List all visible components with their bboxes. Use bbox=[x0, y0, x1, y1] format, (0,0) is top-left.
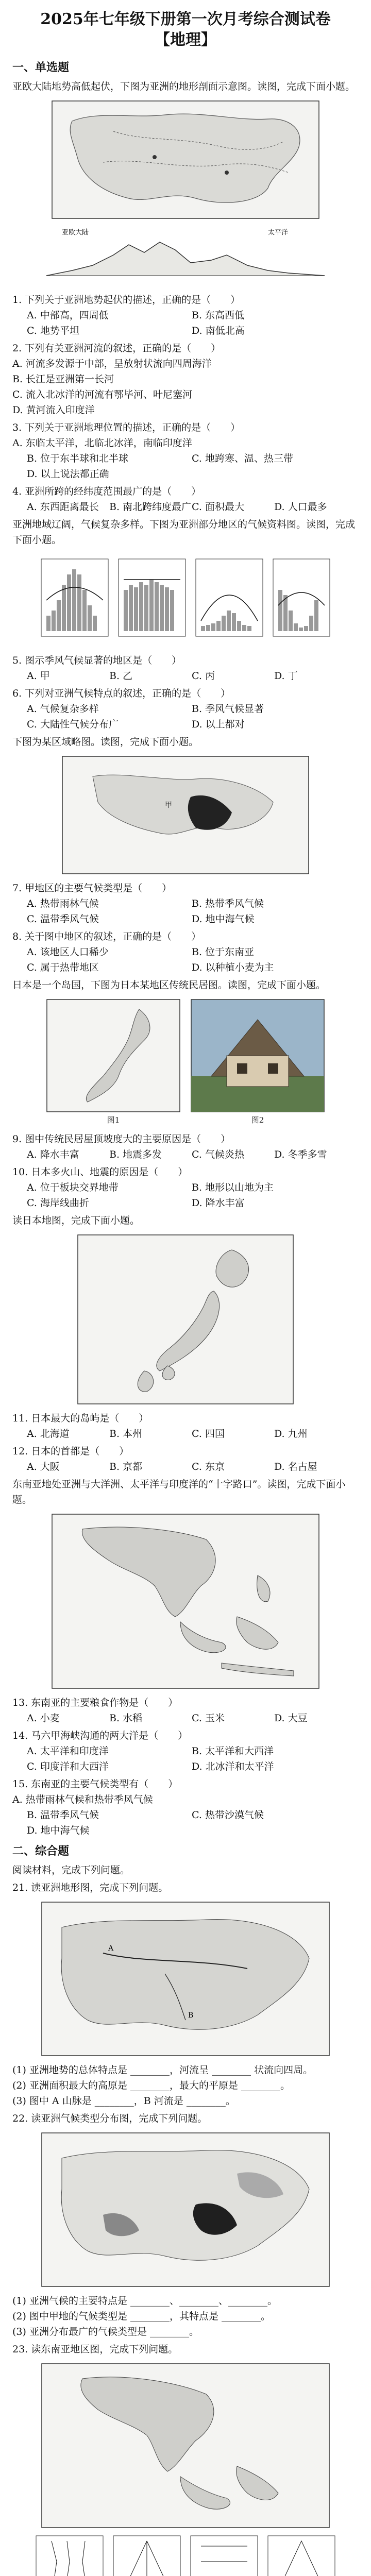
q7-option-d[interactable]: D. 地中海气候 bbox=[192, 913, 255, 925]
region-map-svg bbox=[62, 756, 309, 874]
se-asia-map-figure bbox=[12, 1514, 359, 1689]
q5-option-a[interactable]: A. 甲 bbox=[27, 670, 50, 682]
q2-option-d[interactable]: D. 黄河流入印度洋 bbox=[12, 404, 95, 416]
q1-option-a[interactable]: A. 中部高，四周低 bbox=[27, 310, 109, 321]
question-22 bbox=[0, 2110, 371, 2127]
question-15 bbox=[0, 1775, 371, 1839]
q14-option-a[interactable]: A. 太平洋和印度洋 bbox=[27, 1745, 109, 1757]
q9-intro: 日本是一个岛国，下图为日本某地区传统民居图。读图，完成下面小题。 bbox=[12, 979, 326, 991]
q21-part-3[interactable]: (3) 图中 A 山脉是 ________，B 河流是 ________。 bbox=[12, 2095, 235, 2107]
q8-option-d[interactable]: D. 以种植小麦为主 bbox=[192, 962, 274, 973]
se-asia-map-svg bbox=[52, 1514, 319, 1689]
q11-intro: 读日本地图，完成下面小题。 bbox=[12, 1215, 140, 1226]
q3-option-b[interactable]: B. 位于东半球和北半球 bbox=[27, 453, 129, 464]
q4-option-a[interactable]: A. 东西距离最长 bbox=[27, 501, 99, 513]
q22-part-2[interactable]: (2) 图中甲地的气候类型是 ________，其特点是 ________。 bbox=[12, 2311, 271, 2322]
q4-option-b[interactable]: B. 南北跨纬度最广 bbox=[109, 501, 192, 513]
japan-figures bbox=[12, 999, 359, 1125]
q9-option-d[interactable]: D. 冬季多雪 bbox=[274, 1149, 327, 1160]
asia-map-figure bbox=[12, 100, 359, 219]
q3-option-c[interactable]: C. 地跨寒、温、热三带 bbox=[192, 453, 293, 464]
q3-option-d[interactable]: D. 以上说法都正确 bbox=[27, 468, 109, 480]
figure-1-caption: 图1 bbox=[107, 1115, 120, 1125]
q10-option-c[interactable]: C. 海岸线曲折 bbox=[27, 1197, 89, 1209]
japan-map-small-svg bbox=[46, 999, 180, 1112]
q1-stem: 1. 下列关于亚洲地势起伏的描述，正确的是（ ） bbox=[12, 294, 241, 306]
q5-option-d[interactable]: D. 丁 bbox=[274, 670, 298, 682]
q11-option-c[interactable]: C. 四国 bbox=[192, 1428, 225, 1439]
q21-map-figure bbox=[12, 1902, 359, 2056]
question-7 bbox=[0, 879, 371, 928]
q23-river-sketches bbox=[12, 2533, 359, 2576]
q6-option-a[interactable]: A. 气候复杂多样 bbox=[27, 703, 99, 715]
question-5 bbox=[0, 652, 371, 685]
q22-climate-map-svg bbox=[41, 2132, 330, 2287]
q12-option-c[interactable]: C. 东京 bbox=[192, 1461, 225, 1472]
q10-option-b[interactable]: B. 地形以山地为主 bbox=[192, 1182, 274, 1193]
svg-text:B: B bbox=[188, 2011, 194, 2020]
q21-intro: 阅读材料，完成下列问题。 bbox=[12, 1865, 130, 1876]
q23-river-svg bbox=[31, 2533, 340, 2576]
q8-option-a[interactable]: A. 该地区人口稀少 bbox=[27, 946, 109, 958]
question-6 bbox=[0, 685, 371, 733]
question-21 bbox=[0, 1879, 371, 1896]
q15-option-b[interactable]: B. 温带季风气候 bbox=[27, 1809, 99, 1821]
q11-stem: 11. 日本最大的岛屿是（ ） bbox=[12, 1413, 149, 1424]
question-23 bbox=[0, 2341, 371, 2358]
q14-option-b[interactable]: B. 太平洋和大西洋 bbox=[192, 1745, 274, 1757]
question-4 bbox=[0, 483, 371, 516]
q1-option-c[interactable]: C. 地势平坦 bbox=[27, 325, 79, 336]
question-13 bbox=[0, 1694, 371, 1727]
q14-option-c[interactable]: C. 印度洋和大西洋 bbox=[27, 1761, 109, 1772]
q9-option-c[interactable]: C. 气候炎热 bbox=[192, 1149, 244, 1160]
house-photo-svg bbox=[191, 999, 325, 1112]
q22-map-figure bbox=[12, 2132, 359, 2287]
q7-option-a[interactable]: A. 热带雨林气候 bbox=[27, 898, 99, 909]
q1-option-d[interactable]: D. 南低北高 bbox=[192, 325, 245, 336]
q8-option-c[interactable]: C. 属于热带地区 bbox=[27, 962, 99, 973]
q12-stem: 12. 日本的首都是（ ） bbox=[12, 1446, 129, 1457]
q8-option-b[interactable]: B. 位于东南亚 bbox=[192, 946, 255, 958]
japan-map-figure bbox=[12, 1234, 359, 1404]
q10-option-a[interactable]: A. 位于板块交界地带 bbox=[27, 1182, 119, 1193]
q1-option-b[interactable]: B. 东高西低 bbox=[192, 310, 245, 321]
q12-option-a[interactable]: A. 大阪 bbox=[27, 1461, 60, 1472]
q2-stem: 2. 下列有关亚洲河流的叙述，正确的是（ ） bbox=[12, 343, 221, 354]
q15-option-d[interactable]: D. 地中海气候 bbox=[27, 1825, 90, 1836]
q4-option-c[interactable]: C. 面积最大 bbox=[192, 501, 244, 513]
page-subtitle: 【地理】 bbox=[155, 31, 216, 49]
q22-part-3[interactable]: (3) 亚洲分布最广的气候类型是 ________。 bbox=[12, 2326, 199, 2337]
q5-intro: 亚洲地域辽阔，气候复杂多样。下图为亚洲部分地区的气候资料图。读图，完成下面小题。 bbox=[12, 519, 356, 546]
q12-option-d[interactable]: D. 名古屋 bbox=[274, 1461, 317, 1472]
profile-figure bbox=[12, 224, 359, 286]
q23-map-figure bbox=[12, 2363, 359, 2528]
q22-part-1[interactable]: (1) 亚洲气候的主要特点是 ________、________、________。 bbox=[12, 2295, 277, 2307]
question-14 bbox=[0, 1727, 371, 1775]
q21-part-2[interactable]: (2) 亚洲面积最大的高原是 ________，最大的平原是 ________。 bbox=[12, 2080, 291, 2091]
region-map-figure bbox=[12, 756, 359, 874]
q7-option-b[interactable]: B. 热带季风气候 bbox=[192, 898, 264, 909]
q21-asia-map-svg bbox=[41, 1902, 330, 2056]
q9-stem: 9. 图中传统民居屋顶坡度大的主要原因是（ ） bbox=[12, 1133, 231, 1145]
q21-part-1[interactable]: (1) 亚洲地势的总体特点是 ________，河流呈 ________ 状流向四周。 bbox=[12, 2064, 313, 2076]
q15-option-a[interactable]: A. 热带雨林气候和热带季风气候 bbox=[12, 1794, 153, 1805]
q7-option-c[interactable]: C. 温带季风气候 bbox=[27, 913, 99, 925]
question-2 bbox=[0, 340, 371, 419]
asia-map-svg bbox=[52, 100, 319, 219]
profile-svg bbox=[41, 224, 330, 286]
q10-stem: 10. 日本多火山、地震的原因是（ ） bbox=[12, 1166, 188, 1178]
question-1 bbox=[0, 291, 371, 340]
q6-option-d[interactable]: D. 以上都对 bbox=[192, 719, 245, 730]
q6-option-b[interactable]: B. 季风气候显著 bbox=[192, 703, 264, 715]
q5-option-c[interactable]: C. 丙 bbox=[192, 670, 215, 682]
section-comprehensive: 二、综合题 bbox=[12, 1844, 70, 1858]
q13-option-b[interactable]: B. 水稻 bbox=[109, 1713, 143, 1724]
section-single-choice: 一、单选题 bbox=[12, 61, 70, 74]
q3-stem: 3. 下列关于亚洲地理位置的描述，正确的是（ ） bbox=[12, 422, 241, 433]
question-12 bbox=[0, 1443, 371, 1476]
profile-label-east: 太平洋 bbox=[268, 229, 289, 236]
q12-option-b[interactable]: B. 京都 bbox=[109, 1461, 143, 1472]
figure-2-caption: 图2 bbox=[251, 1115, 264, 1125]
q10-option-d[interactable]: D. 降水丰富 bbox=[192, 1197, 245, 1209]
q6-stem: 6. 下列对亚洲气候特点的叙述，正确的是（ ） bbox=[12, 688, 231, 699]
q9-option-a[interactable]: A. 降水丰富 bbox=[27, 1149, 79, 1160]
question-21-parts bbox=[0, 2061, 371, 2110]
q15-stem: 15. 东南亚的主要气候类型有（ ） bbox=[12, 1778, 178, 1790]
q22-stem: 22. 读亚洲气候类型分布图，完成下列问题。 bbox=[12, 2113, 208, 2124]
q5-option-b[interactable]: B. 乙 bbox=[109, 670, 133, 682]
svg-text:A: A bbox=[108, 1944, 114, 1953]
japan-map-svg bbox=[77, 1234, 294, 1404]
q3-option-a[interactable]: A. 东临太平洋，北临北冰洋，南临印度洋 bbox=[12, 437, 192, 449]
q13-stem: 13. 东南亚的主要粮食作物是（ ） bbox=[12, 1697, 178, 1708]
q14-option-d[interactable]: D. 北冰洋和太平洋 bbox=[192, 1761, 274, 1772]
q8-stem: 8. 关于图中地区的叙述，正确的是（ ） bbox=[12, 931, 201, 942]
profile-label-west: 亚欧大陆 bbox=[62, 229, 89, 236]
q6-option-c[interactable]: C. 大陆性气候分布广 bbox=[27, 719, 119, 730]
svg-text:甲: 甲 bbox=[165, 801, 172, 809]
q2-option-c[interactable]: C. 流入北冰洋的河流有鄂毕河、叶尼塞河 bbox=[12, 389, 192, 400]
q21-stem: 21. 读亚洲地形图，完成下列问题。 bbox=[12, 1882, 168, 1893]
question-9 bbox=[0, 1130, 371, 1163]
q4-option-d[interactable]: D. 人口最多 bbox=[274, 501, 327, 513]
q11-option-d[interactable]: D. 九州 bbox=[274, 1428, 308, 1439]
q11-option-a[interactable]: A. 北海道 bbox=[27, 1428, 70, 1439]
q13-option-d[interactable]: D. 大豆 bbox=[274, 1713, 308, 1724]
question-10 bbox=[0, 1163, 371, 1212]
climate-charts-figure bbox=[12, 554, 359, 647]
q1-intro: 亚欧大陆地势高低起伏，下图为亚洲的地形剖面示意图。读图，完成下面小题。 bbox=[12, 81, 356, 92]
q9-option-b[interactable]: B. 地震多发 bbox=[109, 1149, 162, 1160]
q13-intro: 东南亚地处亚洲与大洋洲、太平洋与印度洋的“十字路口”。读图，完成下面小题。 bbox=[12, 1479, 346, 1505]
question-11 bbox=[0, 1410, 371, 1443]
q4-stem: 4. 亚洲所跨的经纬度范围最广的是（ ） bbox=[12, 486, 201, 497]
q11-option-b[interactable]: B. 本州 bbox=[109, 1428, 143, 1439]
question-22-parts bbox=[0, 2292, 371, 2341]
question-8 bbox=[0, 928, 371, 976]
q7-intro: 下图为某区域略图。读图，完成下面小题。 bbox=[12, 736, 199, 748]
question-3 bbox=[0, 419, 371, 483]
q5-stem: 5. 图示季风气候显著的地区是（ ） bbox=[12, 655, 182, 666]
q2-option-a[interactable]: A. 河流多发源于中部，呈放射状流向四周海洋 bbox=[12, 358, 212, 369]
q23-stem: 23. 读东南亚地区图，完成下列问题。 bbox=[12, 2344, 178, 2355]
climate-charts-svg bbox=[31, 554, 340, 647]
q2-option-b[interactable]: B. 长江是亚洲第一长河 bbox=[12, 374, 114, 385]
q23-se-asia-svg bbox=[41, 2363, 330, 2528]
q15-option-c[interactable]: C. 热带沙漠气候 bbox=[192, 1809, 264, 1821]
q7-stem: 7. 甲地区的主要气候类型是（ ） bbox=[12, 883, 172, 894]
page-title: 2025年七年级下册第一次月考综合测试卷 bbox=[40, 10, 331, 28]
q14-stem: 14. 马六甲海峡沟通的两大洋是（ ） bbox=[12, 1730, 188, 1741]
q13-option-a[interactable]: A. 小麦 bbox=[27, 1713, 60, 1724]
q13-option-c[interactable]: C. 玉米 bbox=[192, 1713, 225, 1724]
